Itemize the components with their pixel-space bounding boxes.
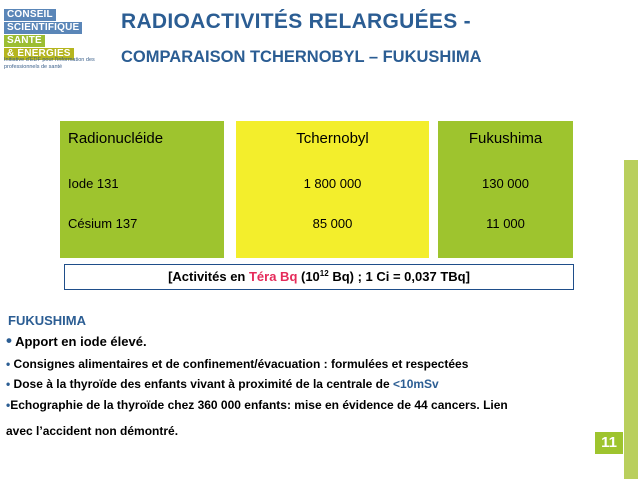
slide-subtitle: COMPARAISON TCHERNOBYL – FUKUSHIMA: [121, 48, 482, 66]
column-header: Fukushima: [468, 130, 543, 147]
logo-line-1: CONSEIL: [4, 9, 56, 21]
bullet-text: Dose à la thyroïde des enfants vivant à proximité de la centrale de: [13, 377, 394, 391]
logo: [4, 4, 104, 70]
bullet-echographie-continued: avec l’accident non démontré.: [6, 424, 179, 438]
logo-line-3: SANTÉ: [4, 35, 45, 47]
units-base: (10: [297, 269, 320, 284]
table-cell: 1 800 000: [303, 176, 362, 191]
units-prefix: [Activités en: [168, 269, 249, 284]
table-cell: Iode 131: [68, 176, 119, 191]
table-cell: Césium 137: [68, 216, 138, 231]
bullet-dot: •: [6, 331, 12, 350]
bullet-text: Consignes alimentaires et de confinement/évacuation : formulées et respectées: [13, 357, 469, 371]
decorative-side-bar: [624, 160, 638, 479]
bullet-text: Apport en iode élevé.: [15, 334, 147, 349]
fukushima-heading: FUKUSHIMA: [8, 313, 86, 328]
column-tchernobyl: [236, 121, 429, 258]
bullet-text: Echographie de la thyroïde chez 360 000 enfants: mise en évidence de 44 cancers. Lien: [10, 398, 508, 412]
bullet-dot: •: [6, 377, 11, 391]
dose-highlight: <10mSv: [393, 377, 439, 391]
logo-tagline: Initiative d'EDF pour l'information des professionnels de santé: [4, 57, 95, 70]
page-number: 11: [595, 432, 623, 454]
table-cell: 130 000: [482, 176, 529, 191]
slide-title: RADIOACTIVITÉS RELARGUÉES -: [121, 10, 471, 33]
units-exponent: 12: [319, 269, 329, 278]
logo-line-2: SCIENTIFIQUE: [4, 22, 82, 34]
column-header: Radionucléide: [68, 130, 164, 147]
bullet-iodine: [6, 331, 147, 351]
bullet-dot: •: [6, 357, 11, 371]
bullet-consignes: [6, 357, 468, 371]
column-fukushima: [438, 121, 573, 258]
units-suffix: Bq) ; 1 Ci = 0,037 TBq]: [328, 269, 470, 284]
column-header: Tchernobyl: [296, 130, 369, 147]
table-cell: 85 000: [312, 216, 353, 231]
logo-line-4: & ÉNERGIES: [4, 48, 74, 60]
table-cell: 11 000: [486, 216, 525, 231]
bullet-echographie: [6, 398, 508, 412]
units-highlight: Téra Bq: [248, 269, 298, 284]
column-radionuclide: [60, 121, 224, 258]
bullet-dot: •: [6, 398, 11, 412]
bullet-dose: [6, 377, 439, 391]
units-note: [64, 264, 574, 290]
